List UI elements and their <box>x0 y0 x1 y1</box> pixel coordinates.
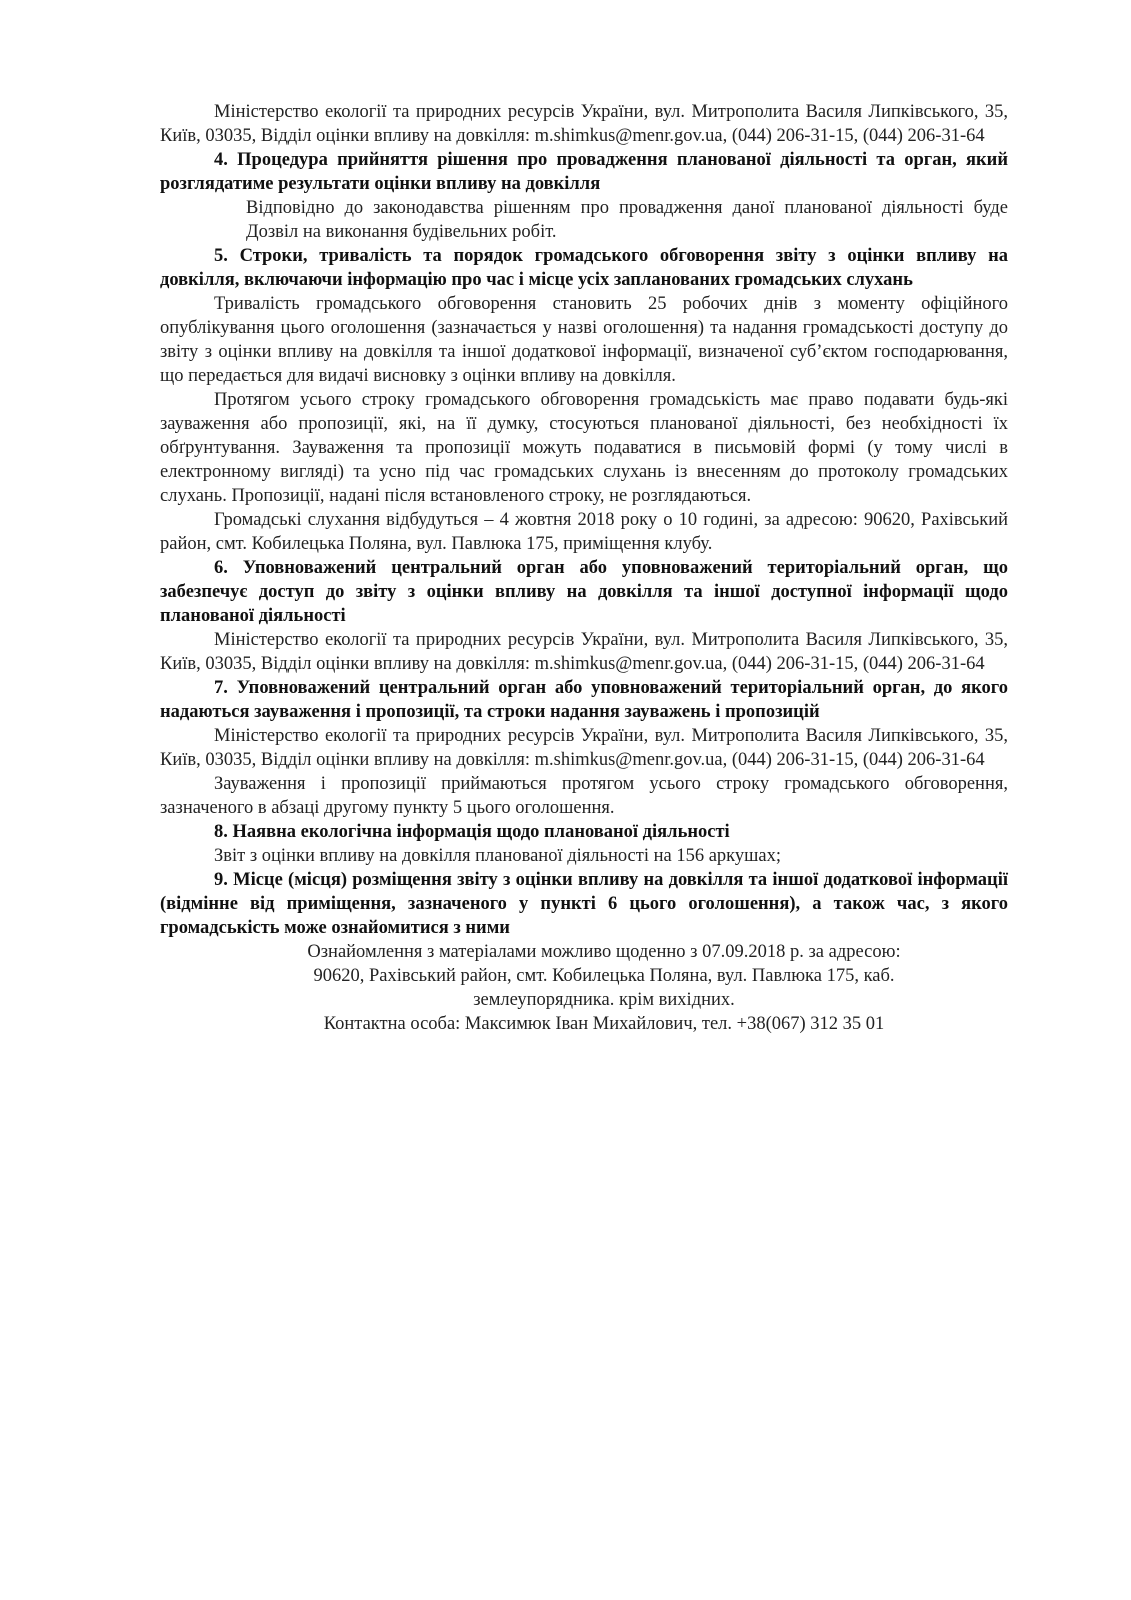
section-8-paragraph: Звіт з оцінки впливу на довкілля планованої діяльності на 156 аркушах; <box>214 846 782 866</box>
section-8-heading: 8. Наявна екологічна інформація щодо планованої діяльності <box>214 822 730 842</box>
ministry-contact-paragraph: Міністерство екології та природних ресурсів України, вул. Митрополита Василя Липківського, 35, Київ, 03035, Відділ оцінки впливу на довкілля: m.shimkus@menr.gov.ua, (044) 206-31-15, (044) 206-31-64 <box>160 102 1008 146</box>
section-4-heading: 4. Процедура прийняття рішення про провадження планованої діяльності та орган, який розглядатиме результати оцінки впливу на довкілля <box>160 150 1008 194</box>
section-5-heading: 5. Строки, тривалість та порядок громадського обговорення звіту з оцінки впливу на довкілля, включаючи інформацію про час і місце усіх запланованих громадських слухань <box>160 246 1008 290</box>
section-9-line-access: Ознайомлення з матеріалами можливо щоденно з 07.09.2018 р. за адресою: <box>307 942 901 962</box>
section-4-paragraph: Відповідно до законодавства рішенням про провадження даної планованої діяльності буде Дозвіл на виконання будівельних робіт. <box>246 198 1008 242</box>
section-9-heading: 9. Місце (місця) розміщення звіту з оцінки впливу на довкілля та іншої додаткової інформації (відмінне від приміщення, зазначеного у пункті 6 цього оголошення), а також час, з якого громадськість може ознайомитися з ними <box>160 870 1008 938</box>
section-7-paragraph-terms: Зауваження і пропозиції приймаються протягом усього строку громадського обговорення, зазначеного в абзаці другому пункту 5 цього оголошення. <box>160 774 1008 818</box>
section-6-paragraph: Міністерство екології та природних ресурсів України, вул. Митрополита Василя Липківського, 35, Київ, 03035, Відділ оцінки впливу на довкілля: m.shimkus@menr.gov.ua, (044) 206-31-15, (044) 206-31-64 <box>160 630 1008 674</box>
section-9-details <box>200 940 1008 1036</box>
section-9-line-address: 90620, Рахівський район, смт. Кобилецька Поляна, вул. Павлюка 175, каб. <box>313 966 895 986</box>
section-6-heading: 6. Уповноважений центральний орган або уповноважений територіальний орган, що забезпечує доступ до звіту з оцінки впливу на довкілля та іншої доступної інформації щодо планованої діяльності <box>160 558 1008 626</box>
section-9-line-office: землеупорядника. крім вихідних. <box>473 990 735 1010</box>
section-7-heading: 7. Уповноважений центральний орган або уповноважений територіальний орган, до якого надаються зауваження і пропозиції, та строки надання зауважень і пропозицій <box>160 678 1008 722</box>
section-5-paragraph-hearings: Громадські слухання відбудуться – 4 жовтня 2018 року о 10 годині, за адресою: 90620, Рахівський район, смт. Кобилецька Поляна, вул. Павлюка 175, приміщення клубу. <box>160 510 1008 554</box>
document-page <box>160 100 1008 1036</box>
section-5-paragraph-duration: Тривалість громадського обговорення становить 25 робочих днів з моменту офіційного опублікування цього оголошення (зазначається у назві оголошення) та надання громадськості доступу до звіту з оцінки впливу на довкілля та іншої додаткової інформації, визначеної суб’єктом господарювання, що передається для видачі висновку з оцінки впливу на довкілля. <box>160 294 1008 386</box>
section-5-paragraph-rights: Протягом усього строку громадського обговорення громадськість має право подавати будь-які зауваження або пропозиції, які, на її думку, стосуються планованої діяльності, без необхідності їх обґрунтування. Зауваження та пропозиції можуть подаватися в письмовій формі (у тому числі в електронному вигляді) та усно під час громадських слухань із внесенням до протоколу громадських слухань. Пропозиції, надані після встановленого строку, не розглядаються. <box>160 390 1008 506</box>
section-9-line-contact: Контактна особа: Максимюк Іван Михайлович, тел. +38(067) 312 35 01 <box>323 1014 885 1034</box>
section-7-paragraph-contact: Міністерство екології та природних ресурсів України, вул. Митрополита Василя Липківського, 35, Київ, 03035, Відділ оцінки впливу на довкілля: m.shimkus@menr.gov.ua, (044) 206-31-15, (044) 206-31-64 <box>160 726 1008 770</box>
